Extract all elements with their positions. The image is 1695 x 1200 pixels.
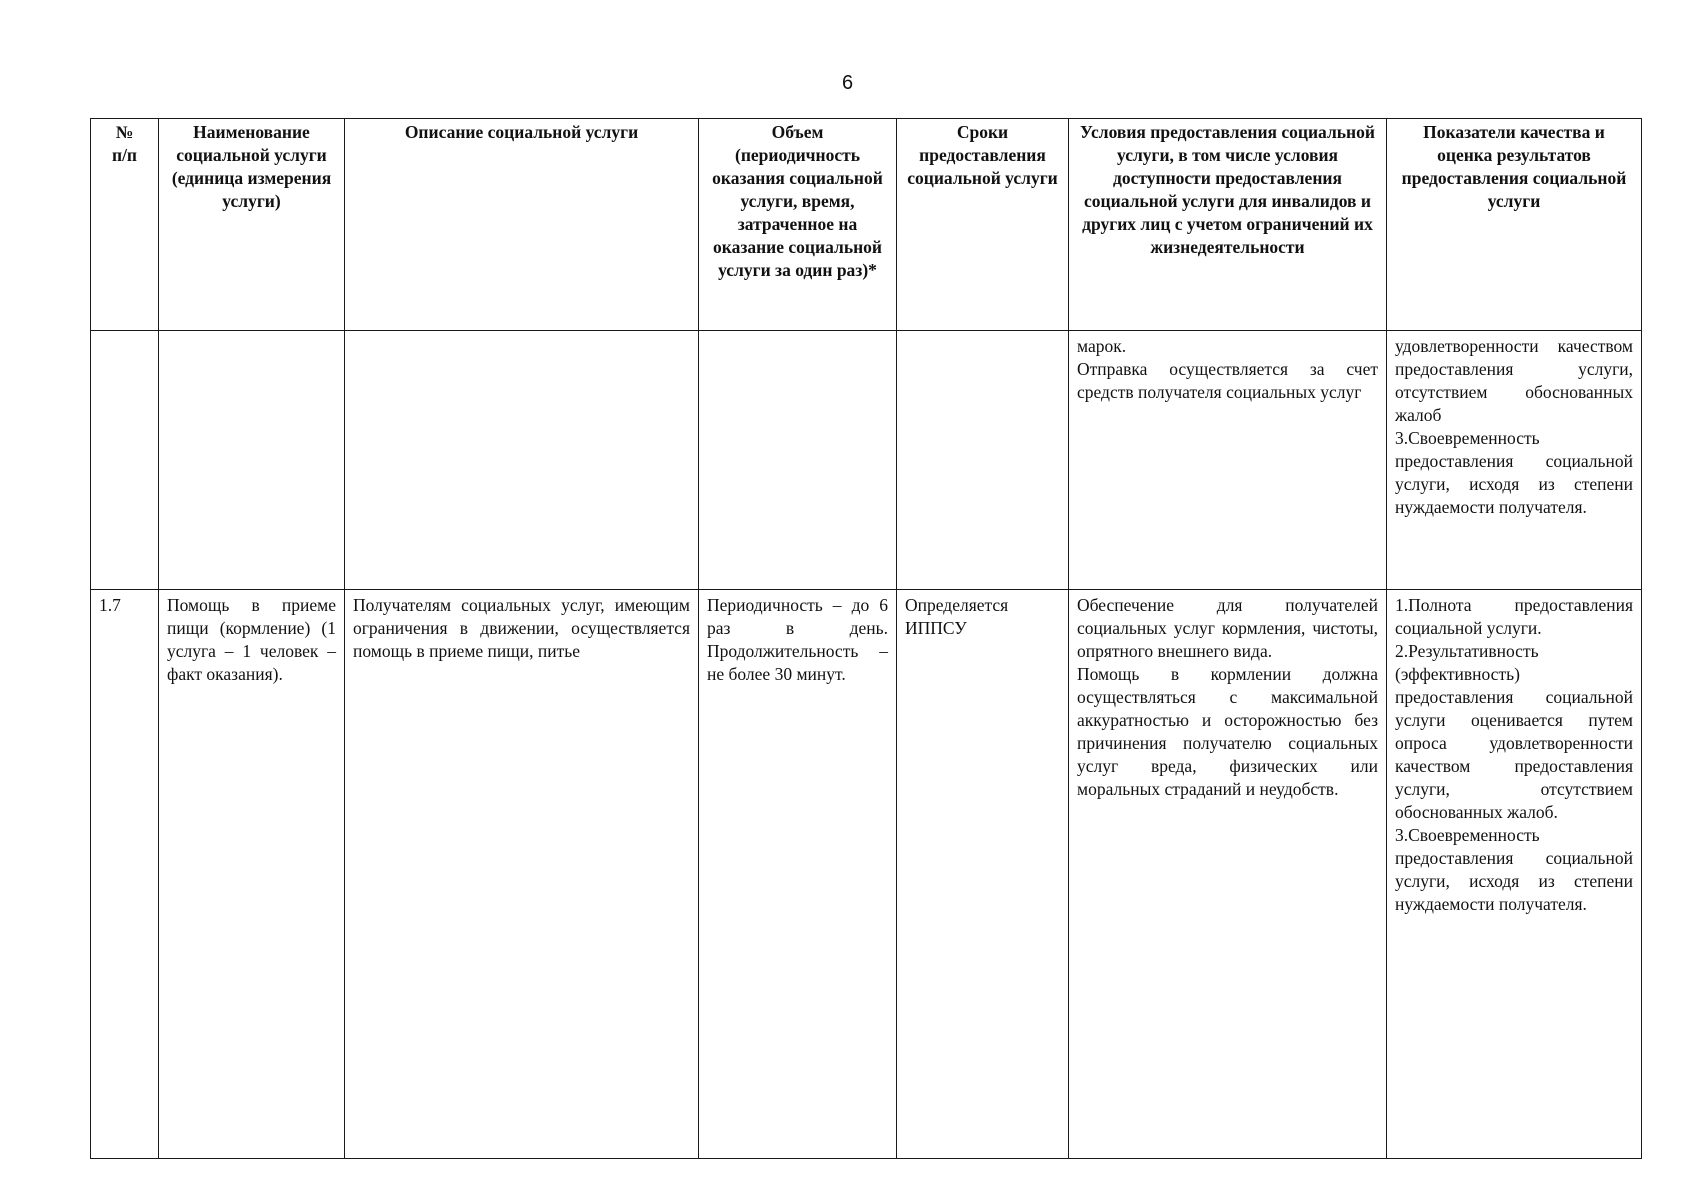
service-volume-cell xyxy=(699,331,897,590)
page-number: 6 xyxy=(841,72,854,94)
quality-indicators-cell: 1.Полнота предоставления социальной услуги. 2.Результативность (эффективность) предоставления социальной услуги оценивается путем опроса удовлетворенности качеством предоставления услуги, отсутствием обоснованных жалоб. 3.Своевременность предоставления социальной услуги, исходя из степени нуждаемости получателя. xyxy=(1387,590,1642,1159)
header-service-terms: Сроки предоставления социальной услуги xyxy=(897,119,1069,331)
table-row xyxy=(91,331,1642,590)
table-header-row xyxy=(91,119,1642,331)
service-name-cell: Помощь в приеме пищи (кормление) (1 услуга – 1 человек – факт оказания). xyxy=(159,590,345,1159)
service-name-cell xyxy=(159,331,345,590)
service-description-cell: Получателям социальных услуг, имеющим ограничения в движении, осуществляется помощь в приеме пищи, питье xyxy=(345,590,699,1159)
service-conditions-cell: марок. Отправка осуществляется за счет средств получателя социальных услуг xyxy=(1069,331,1387,590)
header-quality-indicators: Показатели качества и оценка результатов предоставления социальной услуги xyxy=(1387,119,1642,331)
service-description-cell xyxy=(345,331,699,590)
table-row xyxy=(91,590,1642,1159)
header-number: № п/п xyxy=(91,119,159,331)
service-volume-cell: Периодичность – до 6 раз в день. Продолжительность – не более 30 минут. xyxy=(699,590,897,1159)
services-table xyxy=(90,118,1642,1159)
service-conditions-cell: Обеспечение для получателей социальных услуг кормления, чистоты, опрятного внешнего вида. Помощь в кормлении должна осуществляться с максимальной аккуратностью и осторожностью без причинения получателю социальных услуг вреда, физических или моральных страданий и неудобств. xyxy=(1069,590,1387,1159)
service-terms-cell: Определяется ИППСУ xyxy=(897,590,1069,1159)
header-service-volume: Объем (периодичность оказания социальной услуги, время, затраченное на оказание социальной услуги за один раз)* xyxy=(699,119,897,331)
row-number-cell: 1.7 xyxy=(91,590,159,1159)
header-service-name: Наименование социальной услуги (единица измерения услуги) xyxy=(159,119,345,331)
service-terms-cell xyxy=(897,331,1069,590)
header-service-conditions: Условия предоставления социальной услуги, в том числе условия доступности предоставления социальной услуги для инвалидов и других лиц с учетом ограничений их жизнедеятельности xyxy=(1069,119,1387,331)
quality-indicators-cell: удовлетворенности качеством предоставления услуги, отсутствием обоснованных жалоб 3.Своевременность предоставления социальной услуги, исходя из степени нуждаемости получателя. xyxy=(1387,331,1642,590)
row-number-cell xyxy=(91,331,159,590)
header-service-description: Описание социальной услуги xyxy=(345,119,699,331)
